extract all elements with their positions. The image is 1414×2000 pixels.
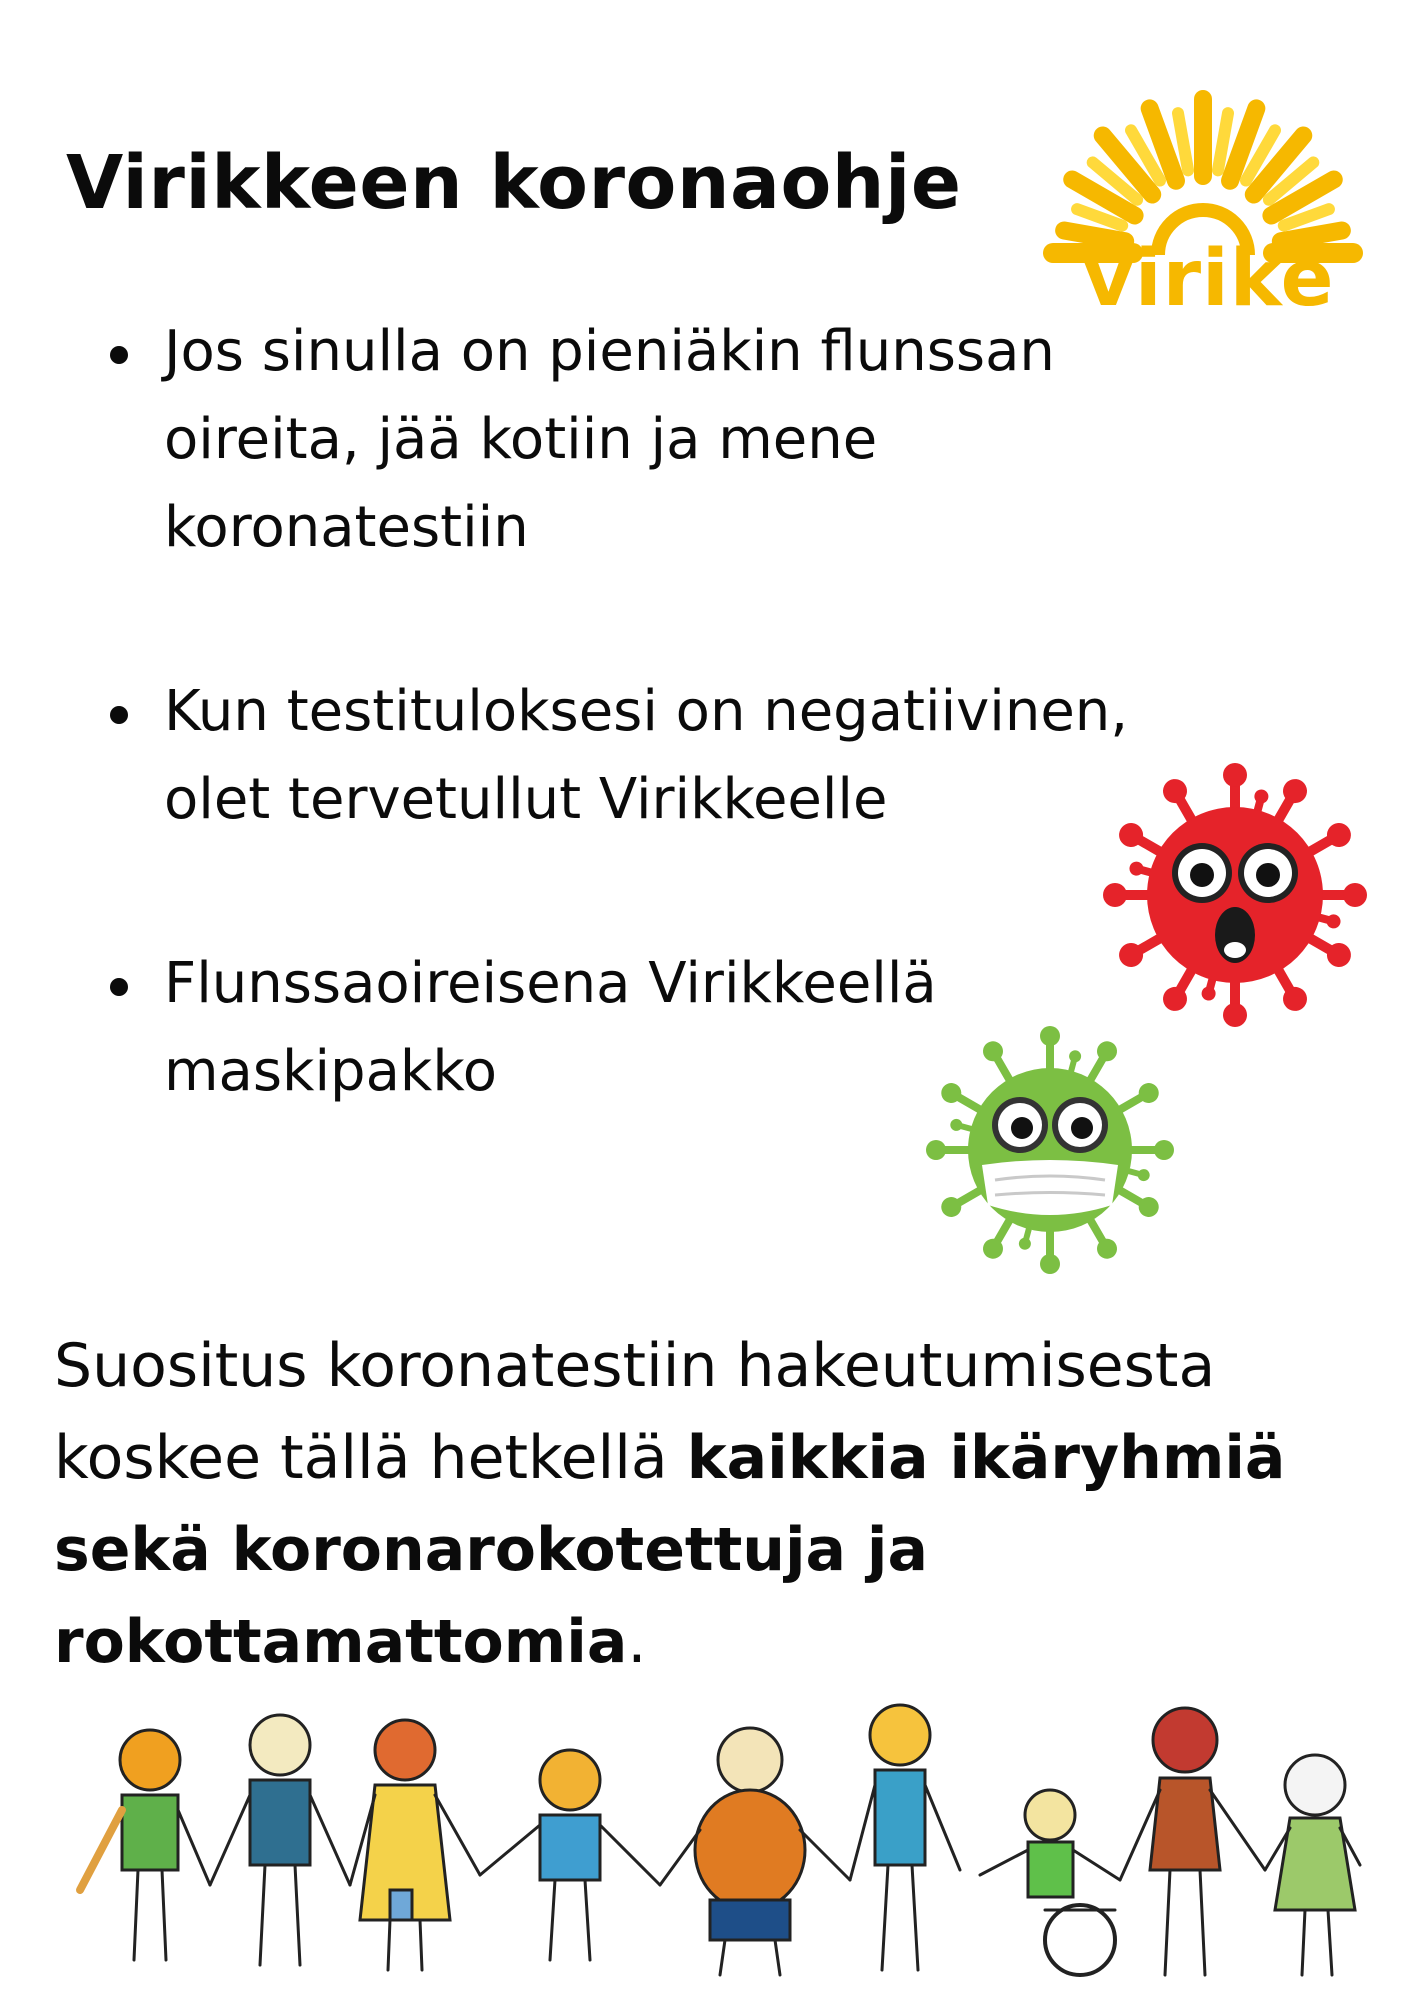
bullet-dot-icon [110,346,128,364]
bullet-dot-icon [110,706,128,724]
bullet-line: Kun testituloksesi on negatiivinen, [164,679,1129,744]
people-holding-hands-illustration [60,1700,1370,1990]
bullet-line: oireita, jää kotiin ja mene [164,407,878,472]
bullet-dot-icon [110,978,128,996]
bullet-item-negative-test [100,668,1220,844]
bullet-line: Flunssaoireisena Virikkeellä [164,951,937,1016]
page-title: Virikkeen koronaohje [66,140,962,226]
recommendation-end: . [627,1607,647,1677]
recommendation-emphasis: kaikkia ikäryhmiä sekä koronarokotettuja ja rokottamattomia [54,1423,1286,1677]
bullet-item-symptoms [100,308,1220,572]
bullet-line: olet tervetullut Virikkeelle [164,767,888,832]
green-virus-icon [920,1020,1180,1280]
recommendation-part: Suositus koronatestiin hakeutumisesta koskee tällä hetkellä [54,1331,1216,1493]
bullet-line: Jos sinulla on pieniäkin flunssan [164,319,1055,384]
bullet-line: maskipakko [164,1039,498,1104]
red-virus-icon [1100,760,1370,1030]
bullet-line: koronatestiin [164,495,529,560]
logo-wordmark: virike [1083,234,1335,324]
recommendation-text [54,1320,1354,1688]
